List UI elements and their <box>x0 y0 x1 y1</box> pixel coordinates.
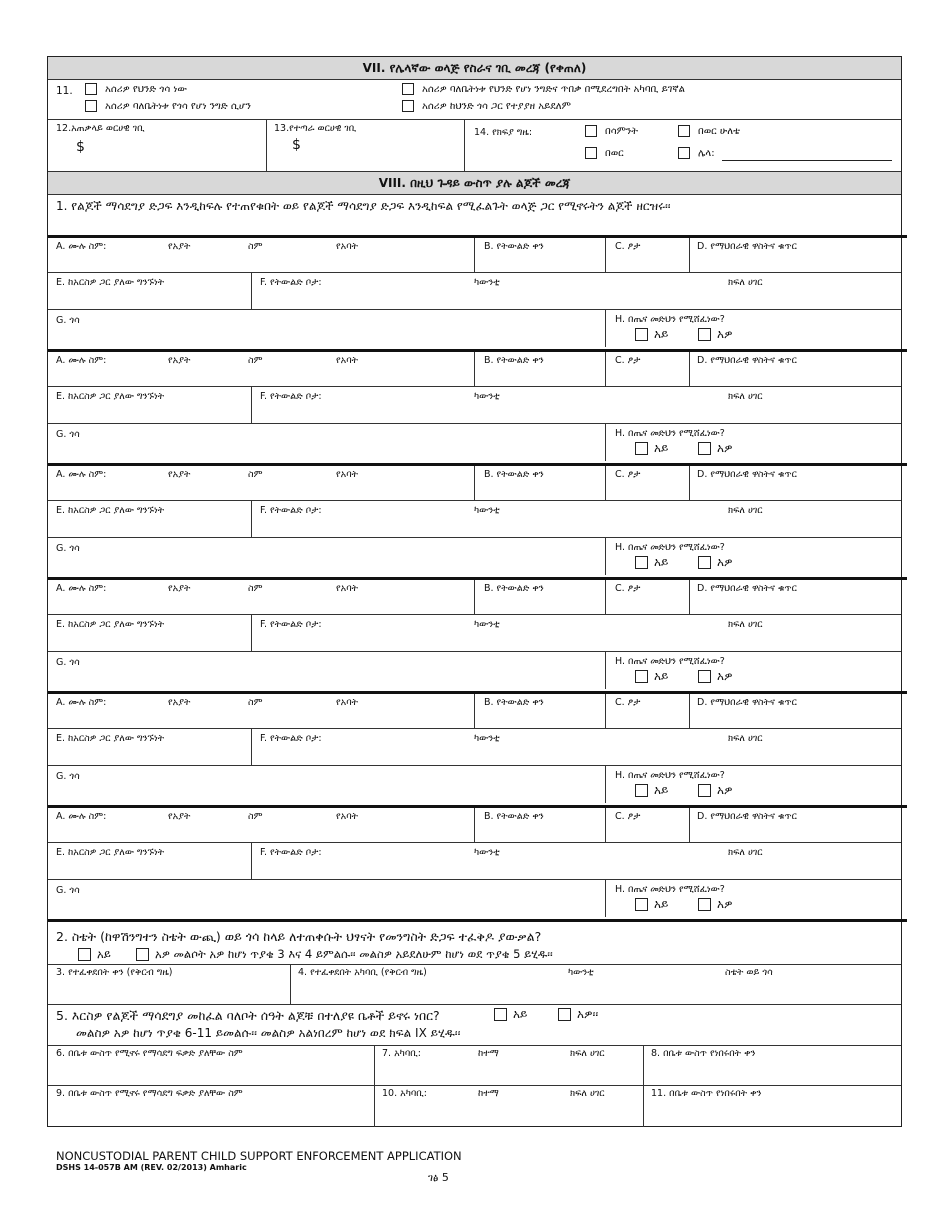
form-code: DSHS 14-057B AM (REV. 02/2013) Amharic <box>56 1163 247 1172</box>
q9-label: 9. በቤቱ ውስጥ የሚኖሩ የማሳደግ ፍቃድ ያለቸው ስም <box>56 1088 243 1099</box>
tribe-label: G. ጎሳ <box>56 543 80 554</box>
pay-monthly[interactable]: በወር <box>585 147 624 159</box>
health-insurance-label: H. በጤና መድህን የሚሸፈነው? <box>615 542 725 553</box>
birthplace-label: F. የትውልድ ቦታ: <box>260 847 322 858</box>
birth-date-label: B. የትውልድ ቀን <box>484 811 544 822</box>
father-name-label: የአባት <box>336 355 359 366</box>
first-name-label: ስም <box>248 811 263 822</box>
checkbox[interactable] <box>698 556 711 569</box>
q5-text: 5. እርስዎ የልጆች ማሳደግያ መከፈል ባለቦት ሰዓት ልጆቹ በተለያዩ ቤቶች ይኖሩ ነበር? <box>56 1008 440 1023</box>
q2-yes[interactable]: አዎ መልሶት አዎ ከሆነ ጥያቄ 3 እና 4 ይምልሱ፡፡ መልስዎ አይደለሁም ከሆነ ወደ ጥያቄ 5 ይሂዱ፡፡ <box>136 947 553 962</box>
child-separator <box>48 235 907 238</box>
birthplace-label: F. የትውልድ ቦታ: <box>260 505 322 516</box>
last-name-label: የአያት <box>168 583 191 594</box>
birth-date-label: B. የትውልድ ቀን <box>484 697 544 708</box>
county-label: ካውንቲ <box>474 505 500 516</box>
checkbox[interactable] <box>85 83 97 95</box>
birth-date-label: B. የትውልድ ቀን <box>484 583 544 594</box>
health-insurance-label: H. በጤና መድህን የሚሸፈነው? <box>615 884 725 895</box>
checkbox[interactable] <box>78 948 91 961</box>
q4-label: 4. የተፈቀደበት አካባቢ (የቅርብ ግዜ) <box>298 967 427 978</box>
q7-state: ክፍለ ሀገር <box>570 1048 605 1059</box>
form-title: NONCUSTODIAL PARENT CHILD SUPPORT ENFORCEMENT APPLICATION <box>56 1149 462 1163</box>
tribe-label: G. ጎሳ <box>56 771 80 782</box>
father-name-label: የአባት <box>336 697 359 708</box>
child-separator <box>48 577 907 580</box>
pay-other-line[interactable] <box>722 160 892 161</box>
checkbox[interactable] <box>635 442 648 455</box>
health-insurance-no[interactable]: አይ <box>635 441 668 456</box>
checkbox[interactable] <box>85 100 97 112</box>
full-name-label: A. ሙሉ ስም: <box>56 469 107 480</box>
sex-label: C. ፆታ <box>615 355 641 366</box>
county-label: ካውንቲ <box>474 733 500 744</box>
q10-city: ከተማ <box>478 1088 499 1099</box>
q12-label: 12.አጠቃላይ ወርሀዊ ገቢ <box>56 123 145 134</box>
ssn-label: D. የማህበራዊ ዋስትና ቁጥር <box>697 811 797 822</box>
child-separator <box>48 349 907 352</box>
q11-option-2[interactable]: አሰሪዎ ባለቤትነቱ የጎሳ የሆነ ንግድ ሲሆን <box>85 100 251 112</box>
q1-text: 1. የልጆች ማሳደግያ ድጋፍ እንዲከፍሉ የተጠየቁበት ወይ የልጆች ማሳደግያ ድጋፍ እንዲከፍል የሚፈልጉት ወላጅ ጋር የሚኖሩትን ልጆች ዘርዝሩ፡፡ <box>56 199 671 213</box>
checkbox[interactable] <box>635 556 648 569</box>
last-name-label: የአያት <box>168 811 191 822</box>
q6-label: 6. በቤቱ ውስጥ የሚኖሩ የማሳደግ ፍቃድ ያለቸው ስም <box>56 1048 243 1059</box>
health-insurance-label: H. በጤና መድህን የሚሸፈነው? <box>615 656 725 667</box>
q2-no[interactable]: አይ <box>78 947 111 962</box>
q11-option-1[interactable]: አሰሪዎ የህንድ ጎሳ ነው <box>85 83 187 95</box>
birthplace-label: F. የትውልድ ቦታ: <box>260 391 322 402</box>
q14-label: 14. የክፍያ ግዜ: <box>474 127 533 138</box>
pay-other[interactable]: ሌላ: <box>678 147 715 159</box>
first-name-label: ስም <box>248 583 263 594</box>
tribe-label: G. ጎሳ <box>56 657 80 668</box>
father-name-label: የአባት <box>336 241 359 252</box>
birth-date-label: B. የትውልድ ቀን <box>484 241 544 252</box>
sex-label: C. ፆታ <box>615 811 641 822</box>
checkbox[interactable] <box>635 670 648 683</box>
county-label: ካውንቲ <box>474 619 500 630</box>
birthplace-label: F. የትውልድ ቦታ: <box>260 733 322 744</box>
checkbox[interactable] <box>585 125 597 137</box>
q5-yes[interactable]: አዎ፡፡ <box>558 1007 598 1022</box>
checkbox[interactable] <box>698 898 711 911</box>
q10-label: 10. አካባቢ: <box>382 1088 427 1099</box>
q11-label: 11. በቤቱ ውስጥ የነበሩበት ቀን <box>651 1088 762 1099</box>
full-name-label: A. ሙሉ ስም: <box>56 583 107 594</box>
ssn-label: D. የማህበራዊ ዋስትና ቁጥር <box>697 355 797 366</box>
q5-instructions: መልስዎ አዎ ከሆነ ጥያቄ 6-11 ይመልሱ፡፡ መልስዎ አልነበረም ከሆነ ወደ ክፍል IX ይሂዱ፡፡ <box>76 1026 461 1040</box>
last-name-label: የአያት <box>168 697 191 708</box>
father-name-label: የአባት <box>336 469 359 480</box>
first-name-label: ስም <box>248 697 263 708</box>
tribe-label: G. ጎሳ <box>56 315 80 326</box>
checkbox[interactable] <box>698 328 711 341</box>
last-name-label: የአያት <box>168 355 191 366</box>
q11-option-3[interactable]: አሰሪዎ ባለቤትነቱ የህንድ የሆነ ንግድና ጥበቃ በሚደረግበት አካባቢ ይገኛል <box>402 83 685 95</box>
first-name-label: ስም <box>248 355 263 366</box>
full-name-label: A. ሙሉ ስም: <box>56 811 107 822</box>
ssn-label: D. የማህበራዊ ዋስትና ቁጥር <box>697 469 797 480</box>
checkbox[interactable] <box>678 147 690 159</box>
relationship-label: E. ከአርስዎ ጋር ያለው ግንኙነት <box>56 733 165 744</box>
checkbox[interactable] <box>635 328 648 341</box>
child-separator <box>48 805 907 808</box>
first-name-label: ስም <box>248 469 263 480</box>
checkbox[interactable] <box>402 83 414 95</box>
q7-label: 7. አካባቢ: <box>382 1048 421 1059</box>
checkbox[interactable] <box>635 784 648 797</box>
state-label: ክፍለ ሀገር <box>728 619 763 630</box>
child-separator <box>48 919 907 922</box>
checkbox[interactable] <box>585 147 597 159</box>
q13-label: 13.የተጣራ ወርሀዊ ገቢ <box>274 123 357 134</box>
q4-state: ስቴት ወይ ጎሳ <box>725 967 773 978</box>
father-name-label: የአባት <box>336 583 359 594</box>
checkbox[interactable] <box>698 670 711 683</box>
county-label: ካውንቲ <box>474 391 500 402</box>
child-separator <box>48 691 907 694</box>
relationship-label: E. ከአርስዎ ጋር ያለው ግንኙነት <box>56 277 165 288</box>
birthplace-label: F. የትውልድ ቦታ: <box>260 619 322 630</box>
q10-state: ክፍለ ሀገር <box>570 1088 605 1099</box>
birthplace-label: F. የትውልድ ቦታ: <box>260 277 322 288</box>
q4-county: ካውንቲ <box>568 967 594 978</box>
health-insurance-yes[interactable]: አዎ <box>698 783 733 798</box>
birth-date-label: B. የትውልድ ቀን <box>484 355 544 366</box>
ssn-label: D. የማህበራዊ ዋስትና ቁጥር <box>697 583 797 594</box>
state-label: ክፍለ ሀገር <box>728 391 763 402</box>
form-page <box>47 56 902 1127</box>
last-name-label: የአያት <box>168 241 191 252</box>
health-insurance-no[interactable]: አይ <box>635 783 668 798</box>
state-label: ክፍለ ሀገር <box>728 277 763 288</box>
health-insurance-no[interactable]: አይ <box>635 555 668 570</box>
health-insurance-yes[interactable]: አዎ <box>698 669 733 684</box>
full-name-label: A. ሙሉ ስም: <box>56 241 107 252</box>
state-label: ክፍለ ሀገር <box>728 733 763 744</box>
ssn-label: D. የማህበራዊ ዋስትና ቁጥር <box>697 241 797 252</box>
relationship-label: E. ከአርስዎ ጋር ያለው ግንኙነት <box>56 505 165 516</box>
health-insurance-yes[interactable]: አዎ <box>698 897 733 912</box>
father-name-label: የአባት <box>336 811 359 822</box>
first-name-label: ስም <box>248 241 263 252</box>
health-insurance-label: H. በጤና መድህን የሚሸፈነው? <box>615 770 725 781</box>
health-insurance-no[interactable]: አይ <box>635 669 668 684</box>
birth-date-label: B. የትውልድ ቀን <box>484 469 544 480</box>
q7-city: ከተማ <box>478 1048 499 1059</box>
state-label: ክፍለ ሀገር <box>728 505 763 516</box>
health-insurance-yes[interactable]: አዎ <box>698 327 733 342</box>
sex-label: C. ፆታ <box>615 583 641 594</box>
section-7-header: VII. የሌላኛው ወላጅ የስራና ገቢ መረጃ (የቀጠለ) <box>48 57 901 80</box>
q12-currency: $ <box>76 139 85 155</box>
q5-no[interactable]: አይ <box>494 1007 527 1022</box>
q13-currency: $ <box>292 137 301 153</box>
checkbox[interactable] <box>698 784 711 797</box>
tribe-label: G. ጎሳ <box>56 885 80 896</box>
health-insurance-label: H. በጤና መድህን የሚሸፈነው? <box>615 314 725 325</box>
checkbox[interactable] <box>402 100 414 112</box>
checkbox[interactable] <box>698 442 711 455</box>
state-label: ክፍለ ሀገር <box>728 847 763 858</box>
pay-twice-monthly[interactable]: በወር ሁለቴ <box>678 125 740 137</box>
checkbox[interactable] <box>136 948 149 961</box>
health-insurance-label: H. በጤና መድህን የሚሸፈነው? <box>615 428 725 439</box>
sex-label: C. ፆታ <box>615 469 641 480</box>
relationship-label: E. ከአርስዎ ጋር ያለው ግንኙነት <box>56 619 165 630</box>
full-name-label: A. ሙሉ ስም: <box>56 355 107 366</box>
sex-label: C. ፆታ <box>615 241 641 252</box>
health-insurance-yes[interactable]: አዎ <box>698 441 733 456</box>
last-name-label: የአያት <box>168 469 191 480</box>
pay-weekly[interactable]: በሳምንት <box>585 125 638 137</box>
q11-number: 11. <box>56 85 73 97</box>
q3-label: 3. የተፈቀደበት ቀን (የቅርብ ግዜ) <box>56 967 173 978</box>
q11-option-4[interactable]: አሰሪዎ ከህንድ ጎሳ ጋር የተያያዘ አይደለም <box>402 100 571 112</box>
tribe-label: G. ጎሳ <box>56 429 80 440</box>
county-label: ካውንቲ <box>474 277 500 288</box>
q2-text: 2. ስቴት (ከዋሽንግተን ስቴት ውጪ) ወይ ጎሳ ከላይ ለተጠቀሱት ህፃናት የመንግስት ድጋፍ ተፈቅዶ ያውቃል? <box>56 929 542 944</box>
relationship-label: E. ከአርስዎ ጋር ያለው ግንኙነት <box>56 391 165 402</box>
county-label: ካውንቲ <box>474 847 500 858</box>
checkbox[interactable] <box>635 898 648 911</box>
checkbox[interactable] <box>678 125 690 137</box>
q8-label: 8. በቤቱ ውስጥ የነበሩበት ቀን <box>651 1048 756 1059</box>
health-insurance-no[interactable]: አይ <box>635 897 668 912</box>
relationship-label: E. ከአርስዎ ጋር ያለው ግንኙነት <box>56 847 165 858</box>
checkbox[interactable] <box>558 1008 571 1021</box>
full-name-label: A. ሙሉ ስም: <box>56 697 107 708</box>
health-insurance-yes[interactable]: አዎ <box>698 555 733 570</box>
sex-label: C. ፆታ <box>615 697 641 708</box>
page-number: ገፅ 5 <box>428 1171 449 1184</box>
ssn-label: D. የማህበራዊ ዋስትና ቁጥር <box>697 697 797 708</box>
child-separator <box>48 463 907 466</box>
checkbox[interactable] <box>494 1008 507 1021</box>
health-insurance-no[interactable]: አይ <box>635 327 668 342</box>
section-8-header: VIII. በዚህ ጉዳይ ውስጥ ያሉ ልጆች መረጃ <box>48 171 901 195</box>
